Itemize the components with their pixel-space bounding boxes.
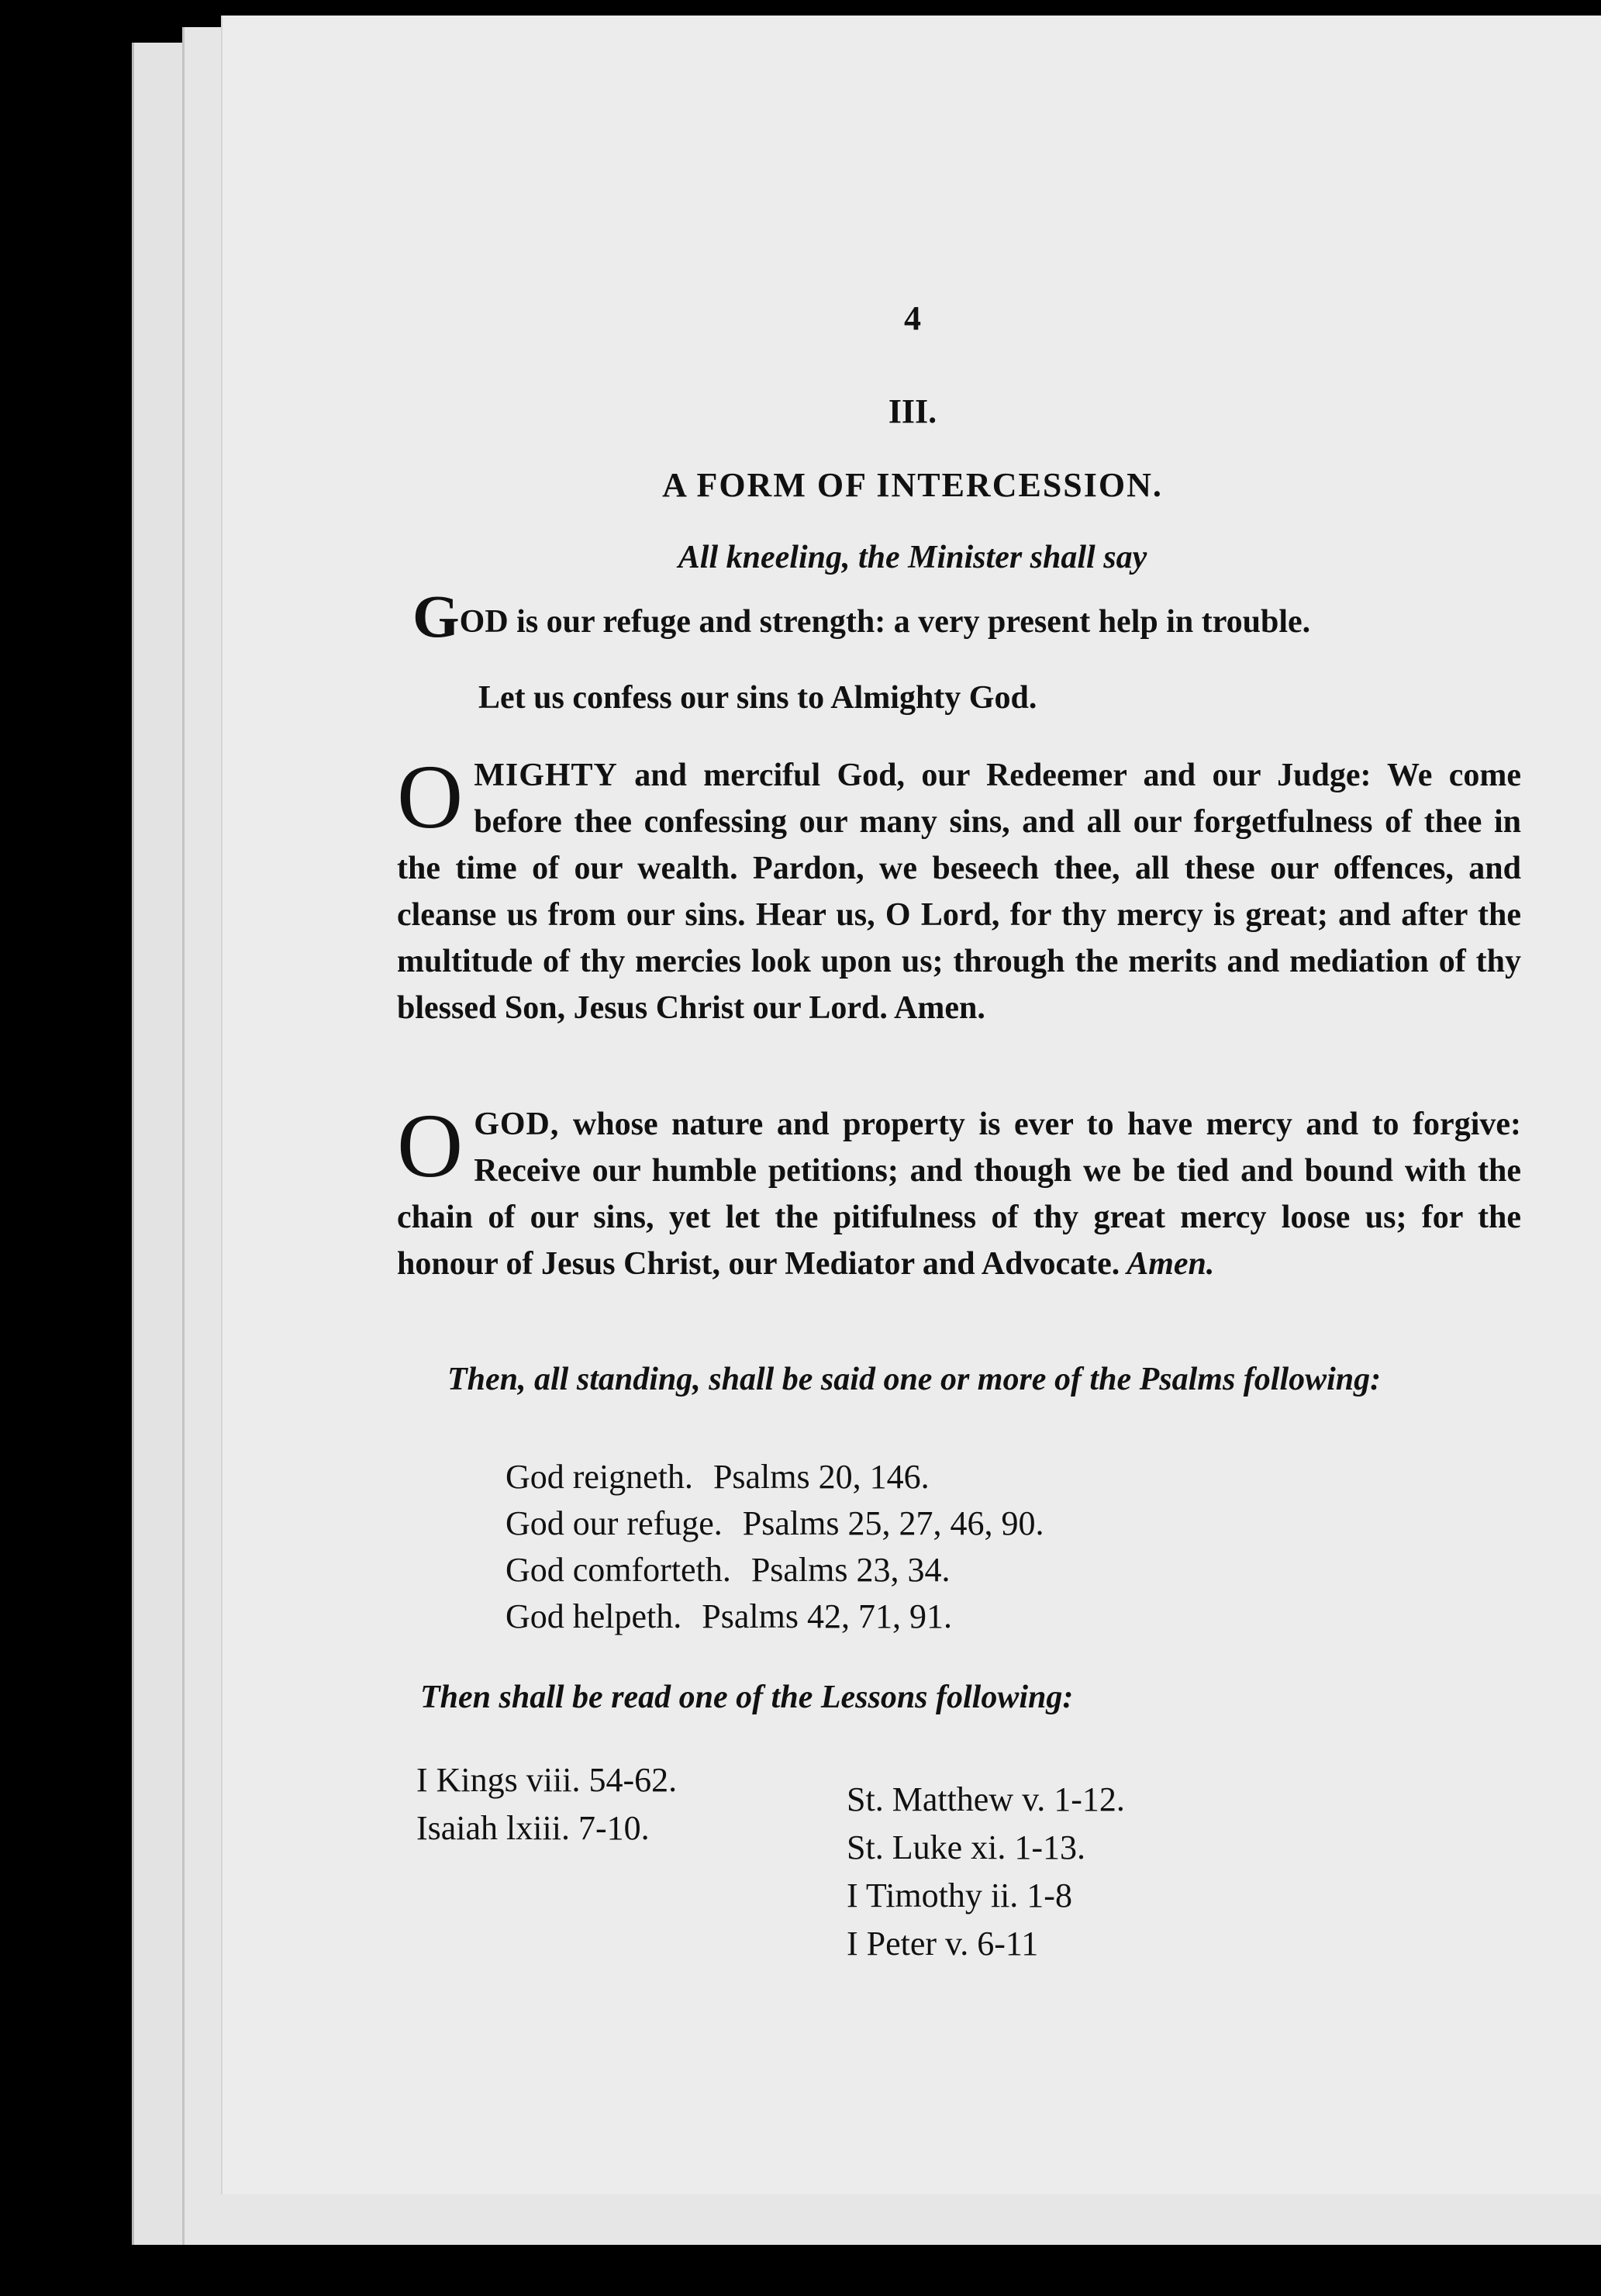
lesson-item: I Kings viii. 54-62. — [416, 1761, 678, 1799]
psalm-ref: Psalms 42, 71, 91. — [702, 1597, 952, 1635]
lesson-item: I Peter v. 6-11 — [847, 1925, 1039, 1963]
opening-versicle — [412, 582, 1513, 650]
psalm-list — [505, 1454, 1044, 1640]
psalm-item — [505, 1500, 1044, 1547]
lessons-new-testament — [847, 1776, 1125, 1968]
prayer-dropcap: O — [397, 1095, 464, 1196]
prayer-text: and merciful God, our Redeemer and our Judge: We come before thee confessing our many sins, and all our forgetfulness of thee in the time of our wealth. Pardon, we beseech thee, all these our offences, and cleanse us from our sins. Hear us, O Lord, for thy mercy is great; and after the multitude of thy mercies look upon us; through the merits and mediation of thy blessed Son, Jesus Christ our Lord. — [397, 758, 1521, 1026]
versicle-text: is our refuge and strength: a very present help in trouble. — [508, 604, 1311, 640]
psalm-ref: Psalms 23, 34. — [750, 1551, 951, 1589]
psalm-ref: Psalms 20, 146. — [713, 1458, 930, 1496]
prayer-dropcap: O — [397, 746, 464, 848]
psalm-item — [505, 1454, 1044, 1500]
prayer-mercy — [397, 1095, 1521, 1287]
psalm-theme: God reigneth. — [505, 1458, 693, 1496]
psalms-rubric: Then, all standing, shall be said one or more of the Psalms following: — [447, 1362, 1382, 1397]
lessons-old-testament — [416, 1756, 677, 1852]
prayer-amen: Amen. — [1120, 1246, 1215, 1282]
psalm-ref: Psalms 25, 27, 46, 90. — [742, 1504, 1044, 1542]
document-page — [221, 16, 1601, 2194]
page-number: 4 — [904, 299, 921, 337]
psalm-theme: God comforteth. — [505, 1551, 731, 1589]
prayer-caps: MIGHTY — [474, 758, 618, 793]
psalm-item — [505, 1547, 1044, 1593]
exhortation: Let us confess our sins to Almighty God. — [478, 680, 1037, 716]
versicle-caps: OD — [459, 604, 509, 640]
lesson-item: St. Luke xi. 1-13. — [847, 1828, 1085, 1866]
opening-rubric: All kneeling, the Minister shall say — [678, 540, 1147, 575]
psalm-theme: God our refuge. — [505, 1504, 723, 1542]
lesson-item: St. Matthew v. 1-12. — [847, 1780, 1125, 1818]
section-title: A FORM OF INTERCESSION. — [662, 466, 1163, 504]
lessons-rubric: Then shall be read one of the Lessons following: — [420, 1680, 1074, 1715]
prayer-amen: Amen. — [887, 990, 985, 1026]
prayer-text: whose nature and property is ever to have mercy and to forgive: Receive our humble petitions; and though we be tied and bound with the chain of our sins, yet let the pitifulness of thy great mercy loose us; for the honour of Jesus Christ, our Mediator and Advocate. — [397, 1107, 1521, 1282]
lesson-item: Isaiah lxiii. 7-10. — [416, 1809, 650, 1847]
lesson-item: I Timothy ii. 1-8 — [847, 1877, 1072, 1914]
psalm-theme: God helpeth. — [505, 1597, 682, 1635]
psalm-item — [505, 1593, 1044, 1640]
prayer-caps: GOD, — [474, 1107, 560, 1142]
section-numeral: III. — [888, 392, 937, 430]
versicle-dropcap: G — [412, 582, 460, 650]
prayer-confession — [397, 746, 1521, 1031]
